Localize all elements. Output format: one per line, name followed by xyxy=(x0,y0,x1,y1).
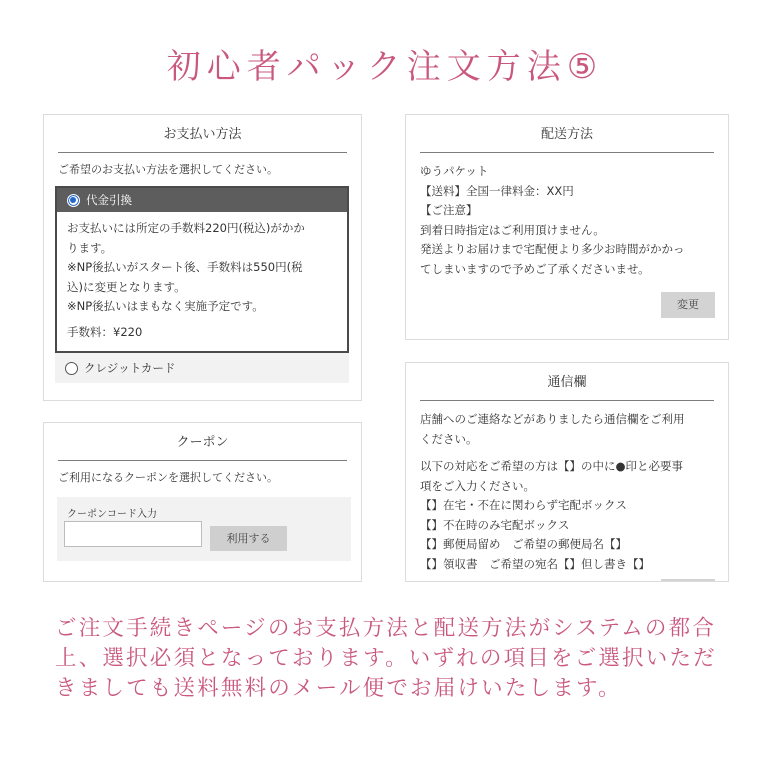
message-details xyxy=(420,410,714,574)
shipping-line: 【送料】全国一律料金：XX円 xyxy=(420,183,574,198)
shipping-line: 到着日時指定はご利用頂けません。 xyxy=(420,222,605,237)
change-shipping-button[interactable]: 変更 xyxy=(661,292,715,318)
shipping-line: 【ご注意】 xyxy=(420,203,478,217)
shipping-line: ゆうパケット xyxy=(420,164,489,178)
coupon-code-label: クーポンコード入力 xyxy=(67,509,157,520)
coupon-code-area xyxy=(57,497,351,561)
message-line: 【】郵便局留め ご希望の郵便局名【】 xyxy=(420,537,627,551)
message-line: 店舗へのご連絡などがありましたら通信欄をご利用 xyxy=(420,412,685,426)
coupon-description: ご利用になるクーポンを選択してください。 xyxy=(58,471,278,484)
cod-detail-line: ※NP後払いはまもなく実施予定です。 xyxy=(67,299,264,313)
message-button-partial[interactable] xyxy=(661,579,715,582)
shipping-line: 発送よりお届けまで宅配便より多少お時間がかかっ xyxy=(420,242,685,256)
credit-card-label: クレジットカード xyxy=(84,361,176,375)
message-line: 【】不在時のみ宅配ボックス xyxy=(420,517,570,532)
cod-detail-line: お支払いには所定の手数料220円(税込)がかか xyxy=(67,221,305,235)
coupon-heading: クーポン xyxy=(58,423,347,461)
message-line: 【】領収書 ご希望の宛名【】但し書き【】 xyxy=(420,556,650,571)
radio-unchecked-icon[interactable] xyxy=(65,362,78,375)
cash-on-delivery-label: 代金引換 xyxy=(86,193,132,207)
cod-detail-line: ※NP後払いがスタート後、手数料は550円(税 xyxy=(67,260,303,274)
cod-detail-line: 込)に変更となります。 xyxy=(67,279,186,294)
cod-detail-line: ります。 xyxy=(67,240,113,255)
message-panel xyxy=(405,362,729,582)
message-line: 項をご入力ください。 xyxy=(420,478,535,493)
coupon-panel xyxy=(43,422,362,582)
coupon-code-input[interactable] xyxy=(64,521,202,547)
shipping-line: てしまいますので予めご了承くださいませ。 xyxy=(420,261,650,276)
credit-card-option[interactable] xyxy=(55,353,349,383)
page-title: 初心者パック注文方法⑤ xyxy=(166,47,604,87)
cod-fee: 手数料：¥220 xyxy=(67,324,143,339)
message-line: 以下の対応をご希望の方は【】の中に●印と必要事 xyxy=(420,459,684,473)
message-line: ください。 xyxy=(420,431,478,446)
shipping-method-panel xyxy=(405,114,729,340)
payment-description: ご希望のお支払い方法を選択してください。 xyxy=(58,163,278,176)
radio-checked-icon[interactable] xyxy=(67,194,80,207)
payment-heading: お支払い方法 xyxy=(58,115,347,153)
footer-note: ご注文手続きページのお支払方法と配送方法がシステムの都合上、選択必須となっております。いずれの項目をご選択いただきましても送料無料のメール便でお届けいたします。 xyxy=(55,616,717,701)
message-heading: 通信欄 xyxy=(420,363,714,401)
shipping-heading: 配送方法 xyxy=(420,115,714,153)
cash-on-delivery-option[interactable] xyxy=(55,186,349,353)
apply-coupon-button[interactable]: 利用する xyxy=(210,526,287,551)
shipping-details xyxy=(420,162,714,279)
cash-on-delivery-details xyxy=(57,212,347,342)
cash-on-delivery-header[interactable] xyxy=(57,188,347,212)
message-line: 【】在宅・不在に関わらず宅配ボックス xyxy=(420,498,627,512)
